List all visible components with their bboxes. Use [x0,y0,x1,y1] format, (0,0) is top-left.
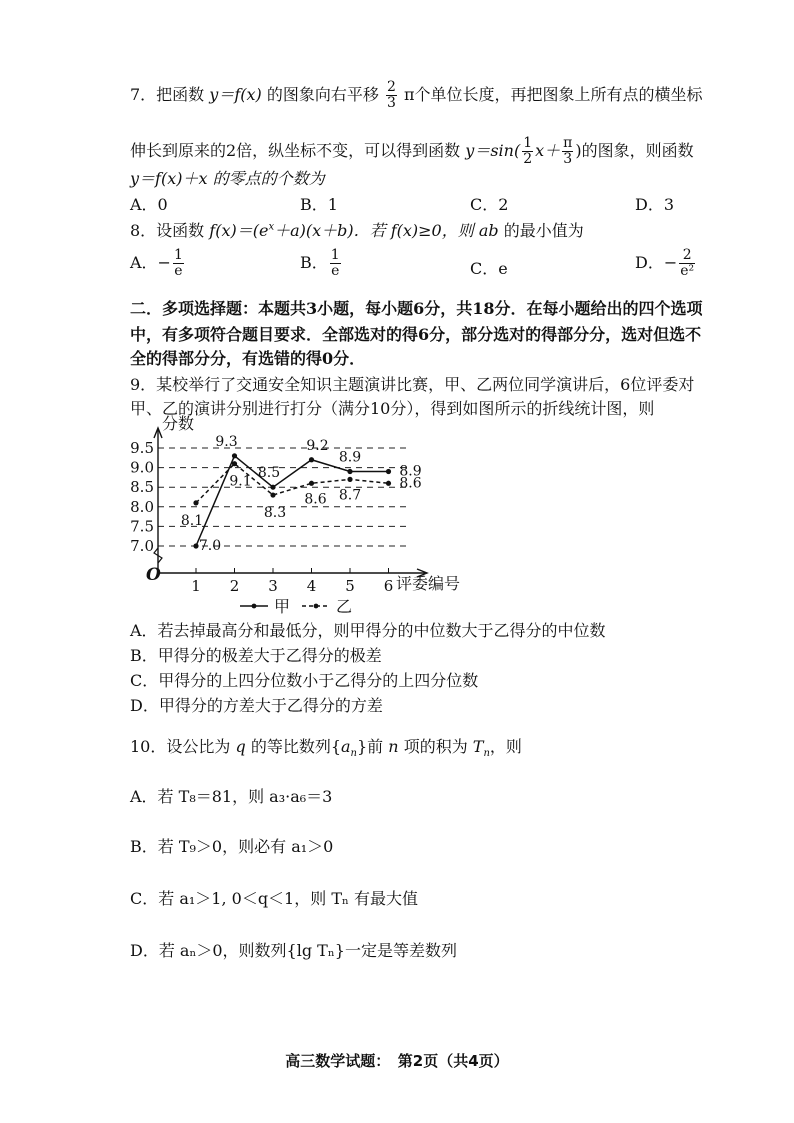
section2-instructions: 中，有多项符合题目要求．全部选对的得6分，部分选对的得部分分，选对但选不 [130,325,702,344]
q8-option-label: A．− [130,253,171,272]
data-point [347,469,352,474]
data-label: 8.9 [399,463,422,480]
q7-option-c[interactable]: C．2 [470,195,509,214]
chart-grid [158,448,410,546]
section2-instructions: 全的得部分分，有选错的得0分． [130,349,366,368]
q7-text: 的图象向右平移 [266,85,379,104]
q8-option-label: B． [300,253,328,272]
data-label: 8.1 [180,512,204,529]
q8-option-a[interactable] [130,248,186,279]
q7-fraction: $\frac{2}{3}$ [386,79,396,111]
data-point [232,453,237,458]
q8-fraction: $\frac{1}{e}$ [173,247,183,279]
q7-text: π个单位长度，再把图象上所有点的横坐标 [403,85,703,104]
q10-text: }前 [357,737,384,756]
q10-text: n [388,737,399,756]
q10-text: 10．设公比为 [130,737,231,756]
section2-instructions: 二．多项选择题：本题共3小题，每小题6分，共18分．在每小题给出的四个选项 [130,299,703,318]
x-axis-label: 评委编号 [396,574,461,593]
data-label: 8.5 [257,465,281,482]
q7-line1 [130,80,703,111]
q8-text: f(x)≥0，则 [390,221,474,240]
data-label: 8.9 [338,449,362,466]
y-tick-label: 8.5 [130,478,154,497]
q9-option-a[interactable]: A．若去掉最高分和最低分，则甲得分的中位数大于乙得分的中位数 [130,621,606,640]
q7-text: 7．把函数 [130,85,205,104]
x-tick-label: 2 [229,577,240,595]
q10-subscript: n [350,748,357,760]
q8-text: 的最小值为 [503,221,584,240]
q8-stem [130,218,584,241]
q9-stem: 9．某校举行了交通安全知识主题演讲比赛，甲、乙两位同学演讲后，6位评委对 [130,375,695,394]
q8-text: ab [478,221,499,240]
q10-text: T [472,737,484,756]
chart-data-labels [181,434,422,554]
x-tick-label: 3 [268,577,278,595]
data-point [193,543,198,548]
q9-option-c[interactable]: C．甲得分的上四分位数小于乙得分的上四分位数 [130,671,479,690]
data-point [309,457,314,462]
data-label: 9.1 [229,473,252,490]
data-point [193,500,198,505]
q8-function: f(x)＝(e [209,221,269,240]
q7-text: y＝sin( [465,141,521,160]
y-tick-label: 8.0 [130,497,154,516]
q7-function: y＝f(x) [209,85,262,104]
x-tick-label: 5 [345,577,355,595]
data-point [270,485,275,490]
q9-option-b[interactable]: B．甲得分的极差大于乙得分的极差 [130,646,382,665]
legend-label: 甲 [274,597,291,616]
q7-line2 [130,136,694,167]
data-point [309,481,314,486]
data-label: 7.0 [198,538,222,554]
q8-text: ＋a)(x＋b)．若 [274,221,386,240]
q10-stem [130,734,522,759]
q8-text: 8．设函数 [130,221,205,240]
q10-text: a [341,737,351,756]
q7-option-d[interactable]: D．3 [635,195,675,214]
chart-axes [130,414,460,595]
q9-line-chart [120,408,480,618]
q10-text: q [235,737,246,756]
q7-text: 伸长到原来的2倍，纵坐标不变，可以得到函数 [130,141,461,160]
legend-marker [252,604,257,609]
q7-fraction: $\frac{1}{2}$ [523,135,533,167]
q9-stem: 甲、乙的演讲分别进行打分（满分10分），得到如图所示的折线统计图，则 [130,399,655,418]
data-label: 8.6 [304,491,327,508]
q7-option-b[interactable]: B．1 [300,195,338,214]
y-axis-label: 分数 [162,414,195,433]
data-point [270,492,275,497]
q10-text: 项的积为 [403,737,468,756]
q8-exponent: x [268,221,275,233]
y-tick-label: 7.5 [130,517,154,536]
q8-option-c[interactable]: C．e [470,259,508,278]
q7-line3: y＝f(x)＋x 的零点的个数为 [130,169,325,188]
y-tick-label: 7.0 [130,537,154,555]
q10-option-a[interactable]: A．若 T₈＝81，则 a₃·a₆＝3 [130,787,333,806]
origin-label: O [146,565,161,585]
data-label: 9.3 [215,433,238,450]
q10-text: 的等比数列{ [250,737,341,756]
q10-option-b[interactable]: B．若 T₉＞0，则必有 a₁＞0 [130,837,334,856]
q8-fraction: $\frac{2}{\text{e²}}$ [680,247,695,279]
x-tick-label: 6 [383,577,394,595]
x-tick-label: 4 [306,577,317,595]
y-tick-label: 9.0 [130,458,154,477]
data-label: 8.3 [263,505,287,522]
y-tick-label: 9.5 [130,439,154,457]
q10-option-c[interactable]: C．若 a₁＞1, 0＜q＜1，则 Tₙ 有最大值 [130,889,419,908]
q10-option-d[interactable]: D．若 aₙ＞0，则数列{lg Tₙ}一定是等差数列 [130,941,457,960]
data-point [386,481,391,486]
q8-fraction: $\frac{1}{e}$ [330,247,340,279]
legend-label: 乙 [336,597,353,616]
q9-option-d[interactable]: D．甲得分的方差大于乙得分的方差 [130,696,383,715]
chart-legend [240,597,352,616]
q8-option-b[interactable] [300,248,343,279]
data-label: 8.6 [399,475,422,492]
data-point [232,461,237,466]
q10-subscript: n [483,748,490,760]
q10-text: ，则 [489,737,522,756]
data-label: 9.2 [306,437,329,454]
x-tick-label: 1 [191,577,201,595]
data-point [386,469,391,474]
legend-marker [314,604,319,609]
q8-option-label: D．− [635,253,678,272]
q7-fraction: $\frac{\pi}{3}$ [563,135,573,167]
q7-text: x＋ [535,141,561,160]
data-point [347,477,352,482]
q7-text: )的图象，则函数 [575,141,694,160]
data-label: 8.7 [338,487,362,504]
q8-option-d[interactable] [635,248,697,279]
page-footer: 高三数学试题： 第2页（共4页） [285,1052,509,1070]
q7-option-a[interactable]: A．0 [130,195,168,214]
